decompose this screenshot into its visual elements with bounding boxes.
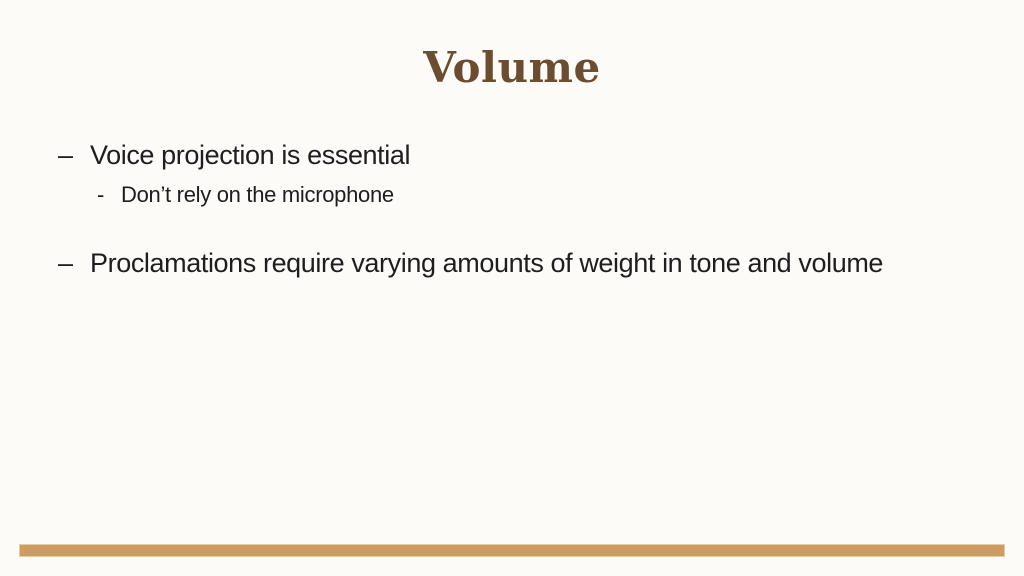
bullet-item-level1 bbox=[0, 139, 410, 171]
bullet-text: Don’t rely on the microphone bbox=[121, 182, 394, 207]
bullet-item-level1 bbox=[0, 247, 883, 279]
bullet-item-level2 bbox=[0, 182, 394, 208]
bullet-text: Proclamations require varying amounts of weight in tone and volume bbox=[90, 248, 884, 278]
bottom-accent-bar bbox=[19, 544, 1005, 557]
bullet-text: Voice projection is essential bbox=[90, 140, 411, 170]
bullet-dash-marker: – bbox=[58, 248, 73, 278]
bullet-dash-marker: - bbox=[97, 182, 105, 207]
slide-title: Volume bbox=[423, 43, 601, 92]
bullet-dash-marker: – bbox=[58, 140, 73, 170]
